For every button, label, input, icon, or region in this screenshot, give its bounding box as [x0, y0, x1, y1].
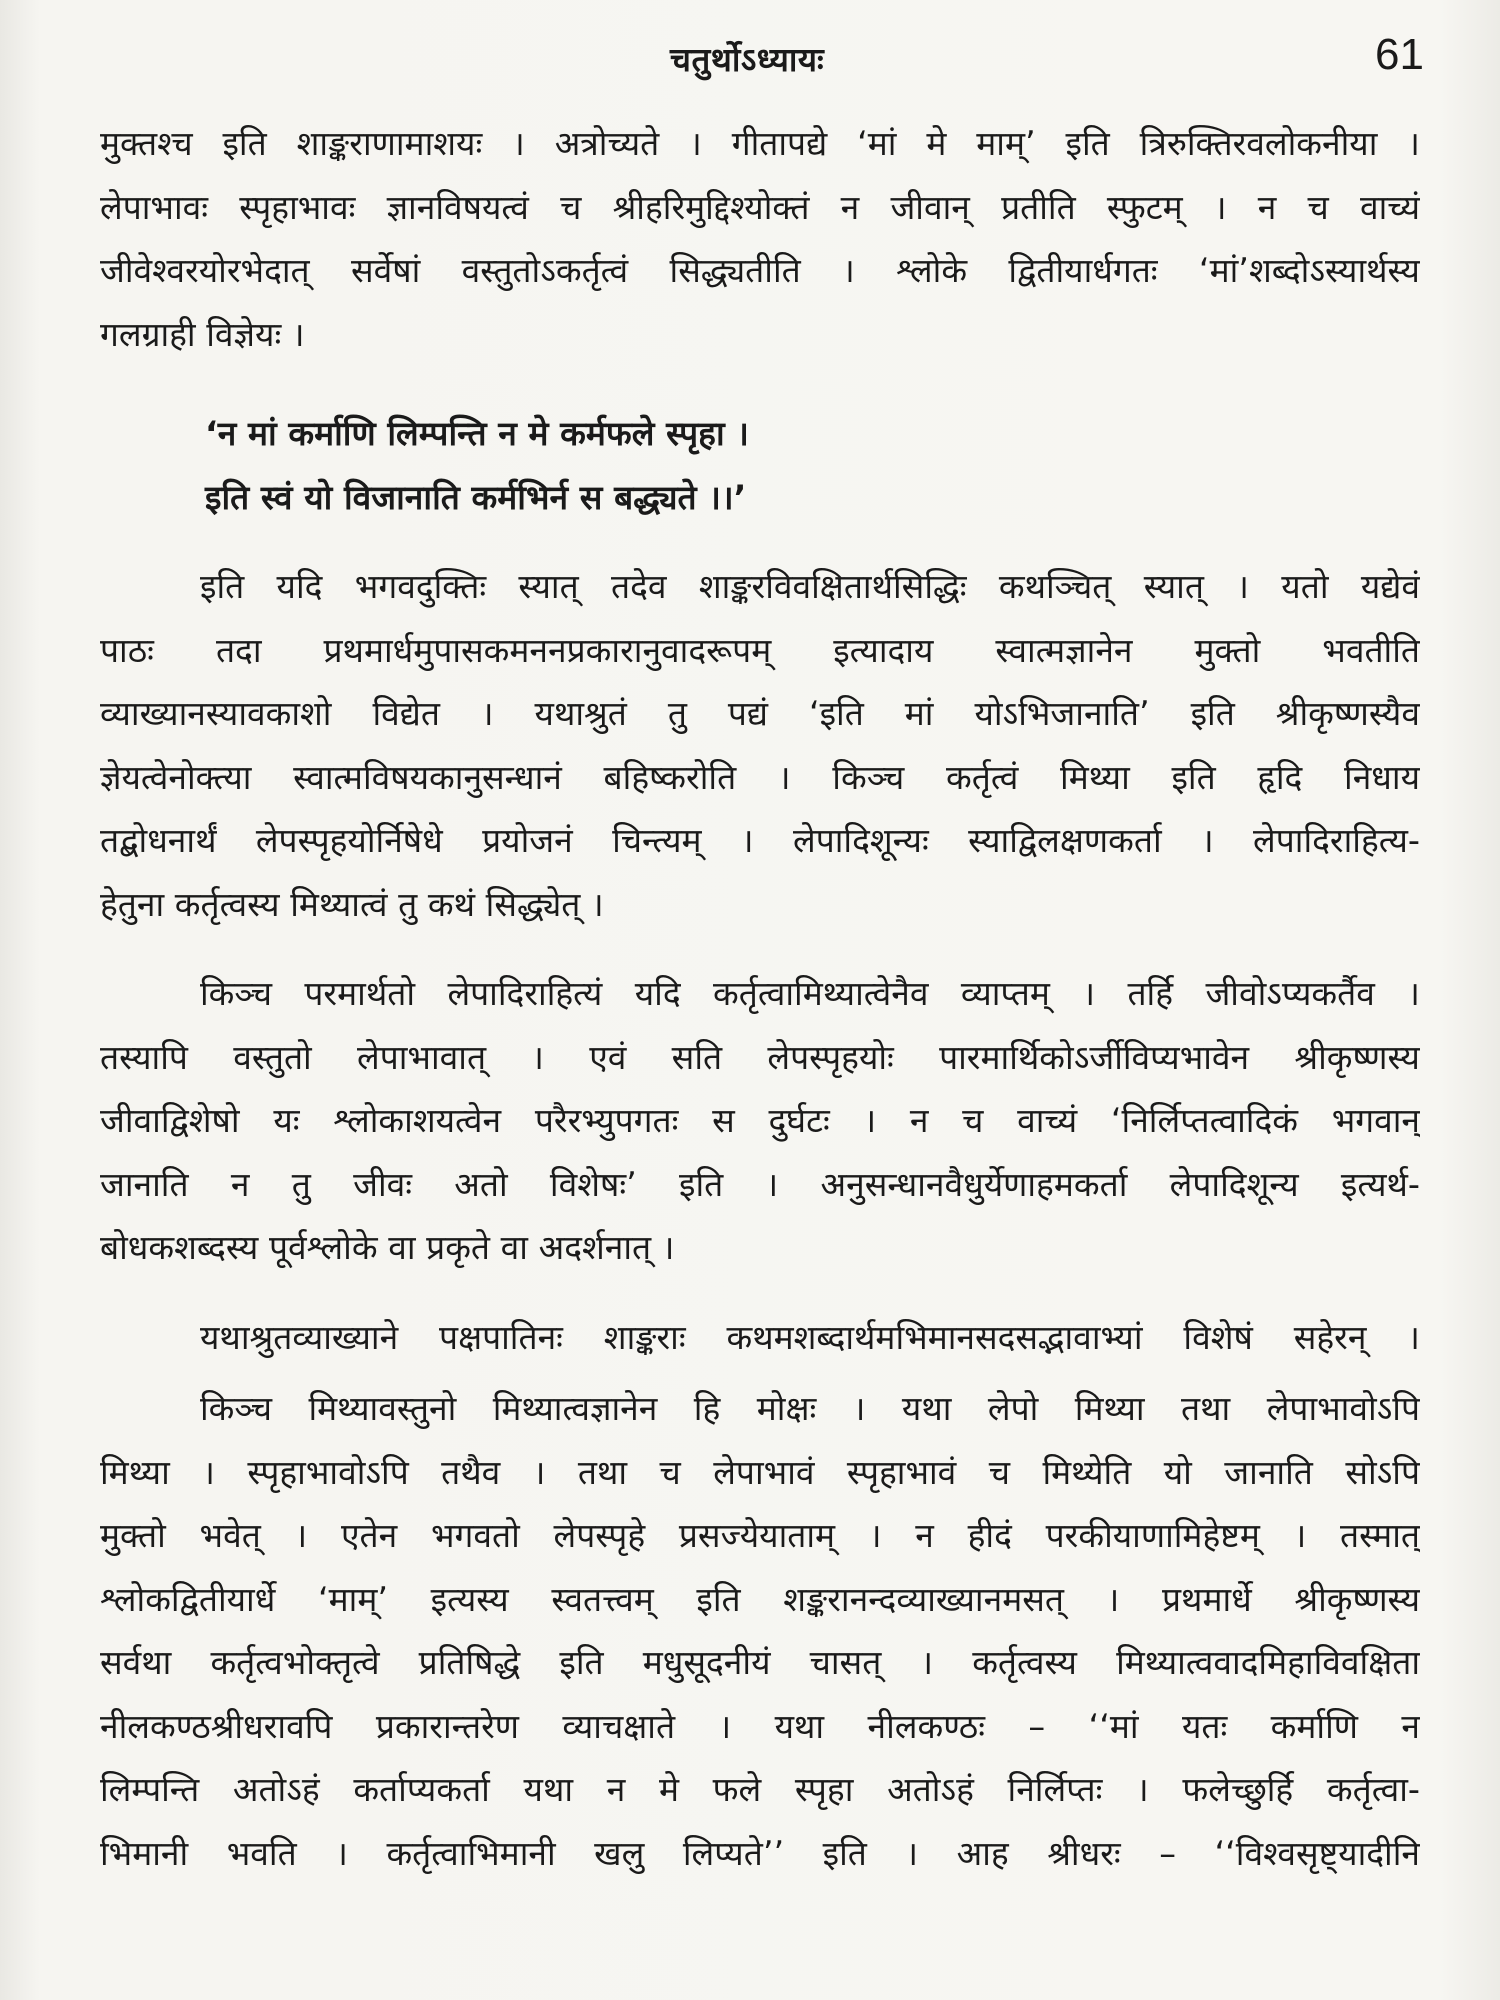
text-line: जीवेश्वरयोरभेदात् सर्वेषां वस्तुतोऽकर्तृत्वं सिद्ध्यतीति । श्लोके द्वितीयार्धगतः ‘मां’शब्दोऽस्यार्थस्य [100, 251, 1420, 290]
verse-line: इति स्वं यो विजानाति कर्मभिर्न स बद्ध्यते ।।’ [205, 477, 747, 517]
text-line: किञ्च मिथ्यावस्तुनो मिथ्यात्वज्ञानेन हि मोक्षः । यथा लेपो मिथ्या तथा लेपाभावोऽपि [200, 1389, 1420, 1428]
page-number: 61 [1375, 30, 1424, 79]
text-line: पाठः तदा प्रथमार्धमुपासकमननप्रकारानुवादरूपम् इत्यादाय स्वात्मज्ञानेन मुक्तो भवतीति [100, 630, 1420, 670]
text-line: लिम्पन्ति अतोऽहं कर्ताप्यकर्ता यथा न मे फले स्पृहा अतोऽहं निर्लिप्तः । फलेच्छुर्हि कर्तृत्वा- [100, 1770, 1420, 1809]
text-line: लेपाभावः स्पृहाभावः ज्ञानविषयत्वं च श्रीहरिमुद्दिश्योक्तं न जीवान् प्रतीति स्फुटम् । न च वाच्यं [100, 187, 1420, 227]
text-line: व्याख्यानस्यावकाशो विद्येत । यथाश्रुतं तु पद्यं ‘इति मां योऽभिजानाति’ इति श्रीकृष्णस्यैव [100, 694, 1420, 733]
paragraph-1 [100, 112, 1420, 366]
text-line: यथाश्रुतव्याख्याने पक्षपातिनः शाङ्कराः कथमशब्दार्थमभिमानसदसद्भावाभ्यां विशेषं सहेरन् । [200, 1317, 1420, 1357]
text-line: मुक्तश्च इति शाङ्कराणामाशयः । अत्रोच्यते । गीतापद्ये ‘मां मे माम्’ इति त्रिरुक्तिरवलोकनीया । [100, 124, 1420, 163]
paragraph-4 [100, 1306, 1420, 1370]
text-line: गलग्राही विज्ञेयः । [100, 314, 305, 354]
verse-block [100, 402, 1420, 529]
text-line: इति यदि भगवदुक्तिः स्यात् तदेव शाङ्करविवक्षितार्थसिद्धिः कथञ्चित् स्यात् । यतो यद्येवं [200, 567, 1420, 606]
text-line: भिमानी भवति । कर्तृत्वाभिमानी खलु लिप्यते’’ इति । आह श्रीधरः – ‘‘विश्वसृष्ट्यादीनि [100, 1833, 1420, 1873]
text-line: ज्ञेयत्वेनोक्त्या स्वात्मविषयकानुसन्धानं बहिष्करोति । किञ्च कर्तृत्वं मिथ्या इति हृदि निधाय [100, 757, 1420, 797]
text-line: तस्यापि वस्तुतो लेपाभावात् । एवं सति लेपस्पृहयोः पारमार्थिकोऽर्जीविप्यभावेन श्रीकृष्णस्य [100, 1037, 1420, 1077]
text-line: किञ्च परमार्थतो लेपादिराहित्यं यदि कर्तृत्वामिथ्यात्वेनैव व्याप्तम् । तर्हि जीवोऽप्यकर्तैव । [200, 974, 1420, 1013]
verse-line: ‘न मां कर्माणि लिम्पन्ति न मे कर्मफले स्पृहा । [205, 414, 750, 453]
text-line: जानाति न तु जीवः अतो विशेषः’ इति । अनुसन्धानवैधुर्येणाहमकर्ता लेपादिशून्य इत्यर्थ- [100, 1164, 1420, 1204]
text-line: तद्बोधनार्थं लेपस्पृहयोर्निषेधे प्रयोजनं चिन्त्यम् । लेपादिशून्यः स्याद्विलक्षणकर्ता । लेपादिराहित्य- [100, 821, 1420, 860]
text-line: हेतुना कर्तृत्वस्य मिथ्यात्वं तु कथं सिद्ध्येत् । [100, 884, 604, 924]
text-line: बोधकशब्दस्य पूर्वश्लोके वा प्रकृते वा अदर्शनात् । [100, 1228, 675, 1267]
text-line: मिथ्या । स्पृहाभावोऽपि तथैव । तथा च लेपाभावं स्पृहाभावं च मिथ्येति यो जानाति सोऽपि [100, 1452, 1420, 1492]
text-line: जीवाद्विशेषो यः श्लोकाशयत्वेन परैरभ्युपगतः स दुर्घटः । न च वाच्यं ‘निर्लिप्तत्वादिकं भगवान् [100, 1101, 1420, 1140]
text-line: नीलकण्ठश्रीधरावपि प्रकारान्तरेण व्याचक्षाते । यथा नीलकण्ठः – ‘‘मां यतः कर्माणि न [100, 1706, 1420, 1746]
body-text [100, 112, 1420, 1885]
paragraph-3 [100, 962, 1420, 1280]
chapter-title: चतुर्थोऽध्यायः [670, 40, 825, 79]
page-header [0, 28, 1500, 88]
paragraph-5 [100, 1377, 1420, 1885]
text-line: सर्वथा कर्तृत्वभोक्तृत्वे प्रतिषिद्धे इति मधुसूदनीयं चासत् । कर्तृत्वस्य मिथ्यात्ववादमिहाविवक्षिता [100, 1643, 1420, 1682]
text-line: श्लोकद्वितीयार्धे ‘माम्’ इत्यस्य स्वतत्त्वम् इति शङ्करानन्दव्याख्यानमसत् । प्रथमार्धे श्रीकृष्णस्य [100, 1579, 1420, 1619]
paragraph-2 [100, 555, 1420, 936]
text-line: मुक्तो भवेत् । एतेन भगवतो लेपस्पृहे प्रसज्येयाताम् । न हीदं परकीयाणामिहेष्टम् । तस्मात् [100, 1516, 1420, 1555]
